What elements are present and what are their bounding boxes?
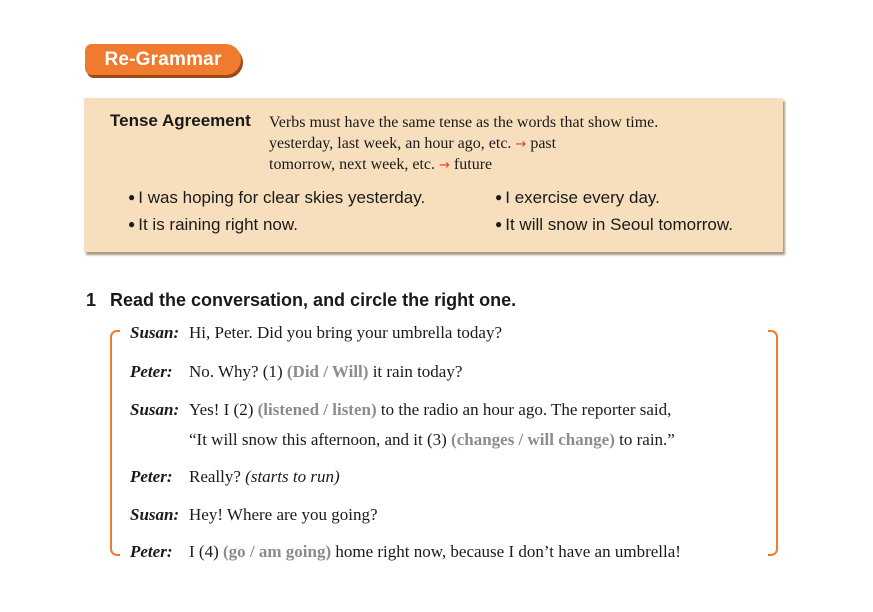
speaker-label: Susan: [130,323,180,342]
dialogue-line: No. Why? (1) (Did / Will) it rain today? [189,362,463,381]
dialogue-line: Hi, Peter. Did you bring your umbrella today? [189,323,503,342]
right-bracket [768,330,778,556]
rule-title: Tense Agreement [110,111,251,130]
grammar-rule-box [84,98,783,252]
dialogue-line: Yes! I (2) (listened / listen) to the radio an hour ago. The reporter said, [189,400,672,419]
arrow-right-icon: → [439,158,450,173]
answer-choice-3[interactable]: (changes / will change) [451,430,615,449]
dialogue-line: Hey! Where are you going? [189,505,378,524]
left-bracket [110,330,120,556]
rule-future-words: tomorrow, next week, etc. [269,156,436,173]
section-tag [85,44,241,75]
section-tag-label: Re-Grammar [104,49,222,70]
example-sentence: ● It is raining right now. [128,215,298,234]
rule-future-result: future [453,156,493,173]
dialogue-line: Really? (starts to run) [189,467,340,486]
example-sentence: ● It will snow in Seoul tomorrow. [495,215,733,234]
rule-description: Verbs must have the same tense as the words that show time. [269,114,659,131]
bullet-icon: ● [128,190,136,204]
rule-future-line [269,156,492,174]
answer-choice-1[interactable]: (Did / Will) [286,362,369,381]
bullet-icon: ● [128,217,136,231]
exercise-number: 1 [86,290,97,310]
rule-past-line [269,135,556,153]
bullet-icon: ● [495,217,503,231]
speaker-label: Peter: [130,542,173,561]
dialogue-line: I (4) (go / am going) home right now, because I don’t have an umbrella! [189,542,681,561]
stage-direction: (starts to run) [245,467,340,486]
rule-past-words: yesterday, last week, an hour ago, etc. [269,135,512,152]
speaker-label: Susan: [130,400,180,419]
answer-choice-4[interactable]: (go / am going) [222,542,332,561]
example-sentence: ● I exercise every day. [495,188,660,207]
rule-past-result: past [530,135,557,152]
exercise-instruction: Read the conversation, and circle the right one. [110,290,517,310]
example-sentence: ● I was hoping for clear skies yesterday. [128,188,426,207]
answer-choice-2[interactable]: (listened / listen) [257,400,377,419]
speaker-label: Peter: [130,362,173,381]
speaker-label: Susan: [130,505,180,524]
bullet-icon: ● [495,190,503,204]
dialogue-line: “It will snow this afternoon, and it (3) (changes / will change) to rain.” [189,430,675,449]
arrow-right-icon: → [515,137,527,152]
speaker-label: Peter: [130,467,173,486]
